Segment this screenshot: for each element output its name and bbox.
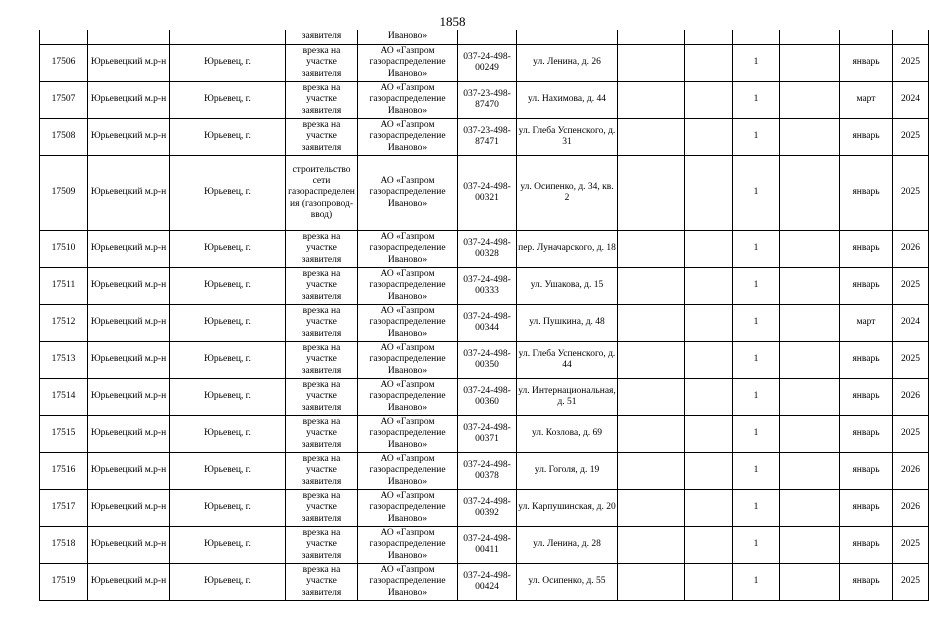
cell-year: 2026 xyxy=(893,231,929,268)
cell-record-id: 17510 xyxy=(40,231,88,268)
cell-locality: Юрьевец, г. xyxy=(170,342,286,379)
cell-empty xyxy=(685,30,733,45)
cell-locality: Юрьевец, г. xyxy=(170,490,286,527)
cell-address: ул. Осипенко, д. 34, кв. 2 xyxy=(517,156,618,231)
cell-application-code: 037-24-498-00392 xyxy=(458,490,517,527)
cell-empty xyxy=(780,156,840,231)
cell-empty xyxy=(618,305,685,342)
cell-district: Юрьевецкий м.р-н xyxy=(88,416,170,453)
cell-record-id: 17513 xyxy=(40,342,88,379)
cell-empty xyxy=(685,82,733,119)
cell-empty xyxy=(780,564,840,601)
cell-empty xyxy=(780,268,840,305)
cell-address: ул. Ушакова, д. 15 xyxy=(517,268,618,305)
cell-record-id: 17516 xyxy=(40,453,88,490)
cell-empty xyxy=(780,45,840,82)
cell-work-type: врезка на участке заявителя xyxy=(286,453,358,490)
cell-quantity: 1 xyxy=(733,416,780,453)
cell-application-code: 037-24-498-00411 xyxy=(458,527,517,564)
cell-empty xyxy=(685,119,733,156)
cell-address: ул. Ленина, д. 26 xyxy=(517,45,618,82)
cell-work-type: строительство сети газораспределения (газопровод-ввод) xyxy=(286,156,358,231)
cell-empty xyxy=(40,30,88,45)
cell-locality: Юрьевец, г. xyxy=(170,453,286,490)
cell-locality: Юрьевец, г. xyxy=(170,231,286,268)
cell-record-id: 17512 xyxy=(40,305,88,342)
cell-year: 2025 xyxy=(893,342,929,379)
cell-year: 2026 xyxy=(893,379,929,416)
cell-empty xyxy=(685,527,733,564)
cell-work-type: врезка на участке заявителя xyxy=(286,268,358,305)
cell-record-id: 17518 xyxy=(40,527,88,564)
cell-empty xyxy=(685,342,733,379)
cell-empty xyxy=(780,342,840,379)
cell-month: январь xyxy=(840,564,893,601)
cell-empty xyxy=(685,156,733,231)
cell-record-id: 17507 xyxy=(40,82,88,119)
cell-organization: АО «Газпром газораспределение Иваново» xyxy=(358,527,458,564)
cell-empty xyxy=(170,30,286,45)
cell-organization: АО «Газпром газораспределение Иваново» xyxy=(358,379,458,416)
cell-empty xyxy=(733,30,780,45)
cell-locality: Юрьевец, г. xyxy=(170,268,286,305)
cell-work-type: врезка на участке заявителя xyxy=(286,342,358,379)
cell-empty xyxy=(840,30,893,45)
cell-quantity: 1 xyxy=(733,45,780,82)
cell-locality: Юрьевец, г. xyxy=(170,379,286,416)
cell-record-id: 17519 xyxy=(40,564,88,601)
cell-district: Юрьевецкий м.р-н xyxy=(88,45,170,82)
cell-organization: АО «Газпром газораспределение Иваново» xyxy=(358,231,458,268)
cell-application-code: 037-23-498-87470 xyxy=(458,82,517,119)
cell-organization: АО «Газпром газораспределение Иваново» xyxy=(358,342,458,379)
cell-record-id: 17508 xyxy=(40,119,88,156)
cell-application-code: 037-24-498-00328 xyxy=(458,231,517,268)
table-row xyxy=(40,416,929,453)
cell-month: январь xyxy=(840,268,893,305)
cell-application-code: 037-24-498-00371 xyxy=(458,416,517,453)
cell-empty xyxy=(618,119,685,156)
cell-locality: Юрьевец, г. xyxy=(170,527,286,564)
table-row xyxy=(40,453,929,490)
cell-empty xyxy=(618,564,685,601)
cell-locality: Юрьевец, г. xyxy=(170,156,286,231)
cell-district: Юрьевецкий м.р-н xyxy=(88,305,170,342)
cell-empty xyxy=(780,379,840,416)
cell-year: 2025 xyxy=(893,119,929,156)
cell-month: январь xyxy=(840,453,893,490)
cell-district: Юрьевецкий м.р-н xyxy=(88,564,170,601)
cell-locality: Юрьевец, г. xyxy=(170,119,286,156)
cell-year: 2025 xyxy=(893,45,929,82)
table-row xyxy=(40,564,929,601)
cell-empty xyxy=(780,453,840,490)
table-row xyxy=(40,156,929,231)
page-number: 1858 xyxy=(439,14,466,29)
cell-organization: АО «Газпром газораспределение Иваново» xyxy=(358,490,458,527)
cell-month: январь xyxy=(840,119,893,156)
cell-year: 2024 xyxy=(893,82,929,119)
cell-district: Юрьевецкий м.р-н xyxy=(88,527,170,564)
cell-quantity: 1 xyxy=(733,231,780,268)
cell-record-id: 17514 xyxy=(40,379,88,416)
cell-record-id: 17517 xyxy=(40,490,88,527)
cell-address: ул. Гоголя, д. 19 xyxy=(517,453,618,490)
cell-empty xyxy=(618,268,685,305)
cell-empty xyxy=(685,231,733,268)
cell-district: Юрьевецкий м.р-н xyxy=(88,231,170,268)
cell-organization: АО «Газпром газораспределение Иваново» xyxy=(358,82,458,119)
cell-application-code: 037-24-498-00321 xyxy=(458,156,517,231)
cell-address: ул. Глеба Успенского, д. 44 xyxy=(517,342,618,379)
cell-month: март xyxy=(840,82,893,119)
cell-month: январь xyxy=(840,527,893,564)
cell-empty xyxy=(780,527,840,564)
cell-quantity: 1 xyxy=(733,342,780,379)
cell-record-id: 17515 xyxy=(40,416,88,453)
cell-month: январь xyxy=(840,231,893,268)
cell-record-id: 17511 xyxy=(40,268,88,305)
cell-empty xyxy=(618,342,685,379)
cell-empty xyxy=(618,82,685,119)
cell-work-type: врезка на участке заявителя xyxy=(286,527,358,564)
cell-month: январь xyxy=(840,490,893,527)
cell-empty xyxy=(618,453,685,490)
cell-empty xyxy=(780,305,840,342)
cell-year: 2026 xyxy=(893,453,929,490)
cell-month: январь xyxy=(840,156,893,231)
cell-empty xyxy=(893,30,929,45)
cell-quantity: 1 xyxy=(733,490,780,527)
gas-connection-register-table xyxy=(39,30,929,601)
cell-quantity: 1 xyxy=(733,119,780,156)
continuation-row xyxy=(40,30,929,45)
cell-address: ул. Глеба Успенского, д. 31 xyxy=(517,119,618,156)
table-row xyxy=(40,119,929,156)
cell-year: 2025 xyxy=(893,564,929,601)
cell-address: ул. Карпушинская, д. 20 xyxy=(517,490,618,527)
cell-address: ул. Интернациональная, д. 51 xyxy=(517,379,618,416)
cell-empty xyxy=(685,268,733,305)
cell-month: март xyxy=(840,305,893,342)
cell-empty xyxy=(618,30,685,45)
cell-empty xyxy=(618,490,685,527)
cell-district: Юрьевецкий м.р-н xyxy=(88,453,170,490)
table-row xyxy=(40,379,929,416)
cell-empty xyxy=(88,30,170,45)
cell-empty xyxy=(517,30,618,45)
cell-application-code: 037-24-498-00360 xyxy=(458,379,517,416)
cell-district: Юрьевецкий м.р-н xyxy=(88,156,170,231)
cell-district: Юрьевецкий м.р-н xyxy=(88,342,170,379)
cell-empty xyxy=(780,30,840,45)
cell-district: Юрьевецкий м.р-н xyxy=(88,82,170,119)
cell-application-code: 037-24-498-00424 xyxy=(458,564,517,601)
cell-address: ул. Пушкина, д. 48 xyxy=(517,305,618,342)
cell-quantity: 1 xyxy=(733,305,780,342)
cell-empty xyxy=(685,416,733,453)
cell-record-id: 17506 xyxy=(40,45,88,82)
cell-organization: АО «Газпром газораспределение Иваново» xyxy=(358,416,458,453)
cell-empty xyxy=(685,379,733,416)
cell-quantity: 1 xyxy=(733,564,780,601)
cell-empty xyxy=(780,231,840,268)
table-row xyxy=(40,305,929,342)
cell-work-type: врезка на участке заявителя xyxy=(286,82,358,119)
cell-application-code: 037-23-498-87471 xyxy=(458,119,517,156)
cell-organization: Иваново» xyxy=(358,30,458,45)
cell-empty xyxy=(618,379,685,416)
cell-application-code: 037-24-498-00344 xyxy=(458,305,517,342)
table-row xyxy=(40,45,929,82)
cell-locality: Юрьевец, г. xyxy=(170,416,286,453)
cell-work-type: врезка на участке заявителя xyxy=(286,490,358,527)
cell-empty xyxy=(780,119,840,156)
cell-year: 2025 xyxy=(893,156,929,231)
cell-district: Юрьевецкий м.р-н xyxy=(88,379,170,416)
cell-work-type: заявителя xyxy=(286,30,358,45)
cell-work-type: врезка на участке заявителя xyxy=(286,231,358,268)
cell-work-type: врезка на участке заявителя xyxy=(286,564,358,601)
cell-empty xyxy=(780,82,840,119)
cell-quantity: 1 xyxy=(733,156,780,231)
cell-empty xyxy=(618,527,685,564)
cell-empty xyxy=(458,30,517,45)
cell-month: январь xyxy=(840,416,893,453)
cell-month: январь xyxy=(840,45,893,82)
cell-work-type: врезка на участке заявителя xyxy=(286,45,358,82)
table-row xyxy=(40,82,929,119)
cell-organization: АО «Газпром газораспределение Иваново» xyxy=(358,156,458,231)
cell-application-code: 037-24-498-00249 xyxy=(458,45,517,82)
cell-year: 2025 xyxy=(893,268,929,305)
table-row xyxy=(40,342,929,379)
cell-address: пер. Луначарского, д. 18 xyxy=(517,231,618,268)
cell-month: январь xyxy=(840,342,893,379)
cell-locality: Юрьевец, г. xyxy=(170,45,286,82)
cell-application-code: 037-24-498-00350 xyxy=(458,342,517,379)
cell-organization: АО «Газпром газораспределение Иваново» xyxy=(358,268,458,305)
cell-work-type: врезка на участке заявителя xyxy=(286,305,358,342)
cell-district: Юрьевецкий м.р-н xyxy=(88,490,170,527)
cell-empty xyxy=(780,490,840,527)
cell-work-type: врезка на участке заявителя xyxy=(286,119,358,156)
cell-empty xyxy=(780,416,840,453)
cell-locality: Юрьевец, г. xyxy=(170,82,286,119)
cell-empty xyxy=(685,453,733,490)
cell-empty xyxy=(618,231,685,268)
cell-address: ул. Козлова, д. 69 xyxy=(517,416,618,453)
cell-empty xyxy=(685,490,733,527)
cell-organization: АО «Газпром газораспределение Иваново» xyxy=(358,305,458,342)
cell-year: 2025 xyxy=(893,527,929,564)
table-row xyxy=(40,490,929,527)
cell-empty xyxy=(685,45,733,82)
cell-quantity: 1 xyxy=(733,268,780,305)
cell-application-code: 037-24-498-00333 xyxy=(458,268,517,305)
cell-year: 2024 xyxy=(893,305,929,342)
cell-organization: АО «Газпром газораспределение Иваново» xyxy=(358,453,458,490)
cell-year: 2025 xyxy=(893,416,929,453)
cell-locality: Юрьевец, г. xyxy=(170,305,286,342)
cell-quantity: 1 xyxy=(733,453,780,490)
cell-empty xyxy=(618,416,685,453)
cell-year: 2026 xyxy=(893,490,929,527)
cell-record-id: 17509 xyxy=(40,156,88,231)
cell-district: Юрьевецкий м.р-н xyxy=(88,268,170,305)
table-row xyxy=(40,231,929,268)
cell-empty xyxy=(618,45,685,82)
cell-quantity: 1 xyxy=(733,82,780,119)
table-row xyxy=(40,527,929,564)
cell-organization: АО «Газпром газораспределение Иваново» xyxy=(358,564,458,601)
cell-district: Юрьевецкий м.р-н xyxy=(88,119,170,156)
cell-work-type: врезка на участке заявителя xyxy=(286,379,358,416)
cell-locality: Юрьевец, г. xyxy=(170,564,286,601)
cell-organization: АО «Газпром газораспределение Иваново» xyxy=(358,45,458,82)
cell-empty xyxy=(685,564,733,601)
cell-address: ул. Ленина, д. 28 xyxy=(517,527,618,564)
cell-quantity: 1 xyxy=(733,527,780,564)
table-row xyxy=(40,268,929,305)
cell-address: ул. Осипенко, д. 55 xyxy=(517,564,618,601)
cell-address: ул. Нахимова, д. 44 xyxy=(517,82,618,119)
cell-empty xyxy=(618,156,685,231)
cell-empty xyxy=(685,305,733,342)
cell-organization: АО «Газпром газораспределение Иваново» xyxy=(358,119,458,156)
cell-quantity: 1 xyxy=(733,379,780,416)
cell-month: январь xyxy=(840,379,893,416)
cell-work-type: врезка на участке заявителя xyxy=(286,416,358,453)
cell-application-code: 037-24-498-00378 xyxy=(458,453,517,490)
